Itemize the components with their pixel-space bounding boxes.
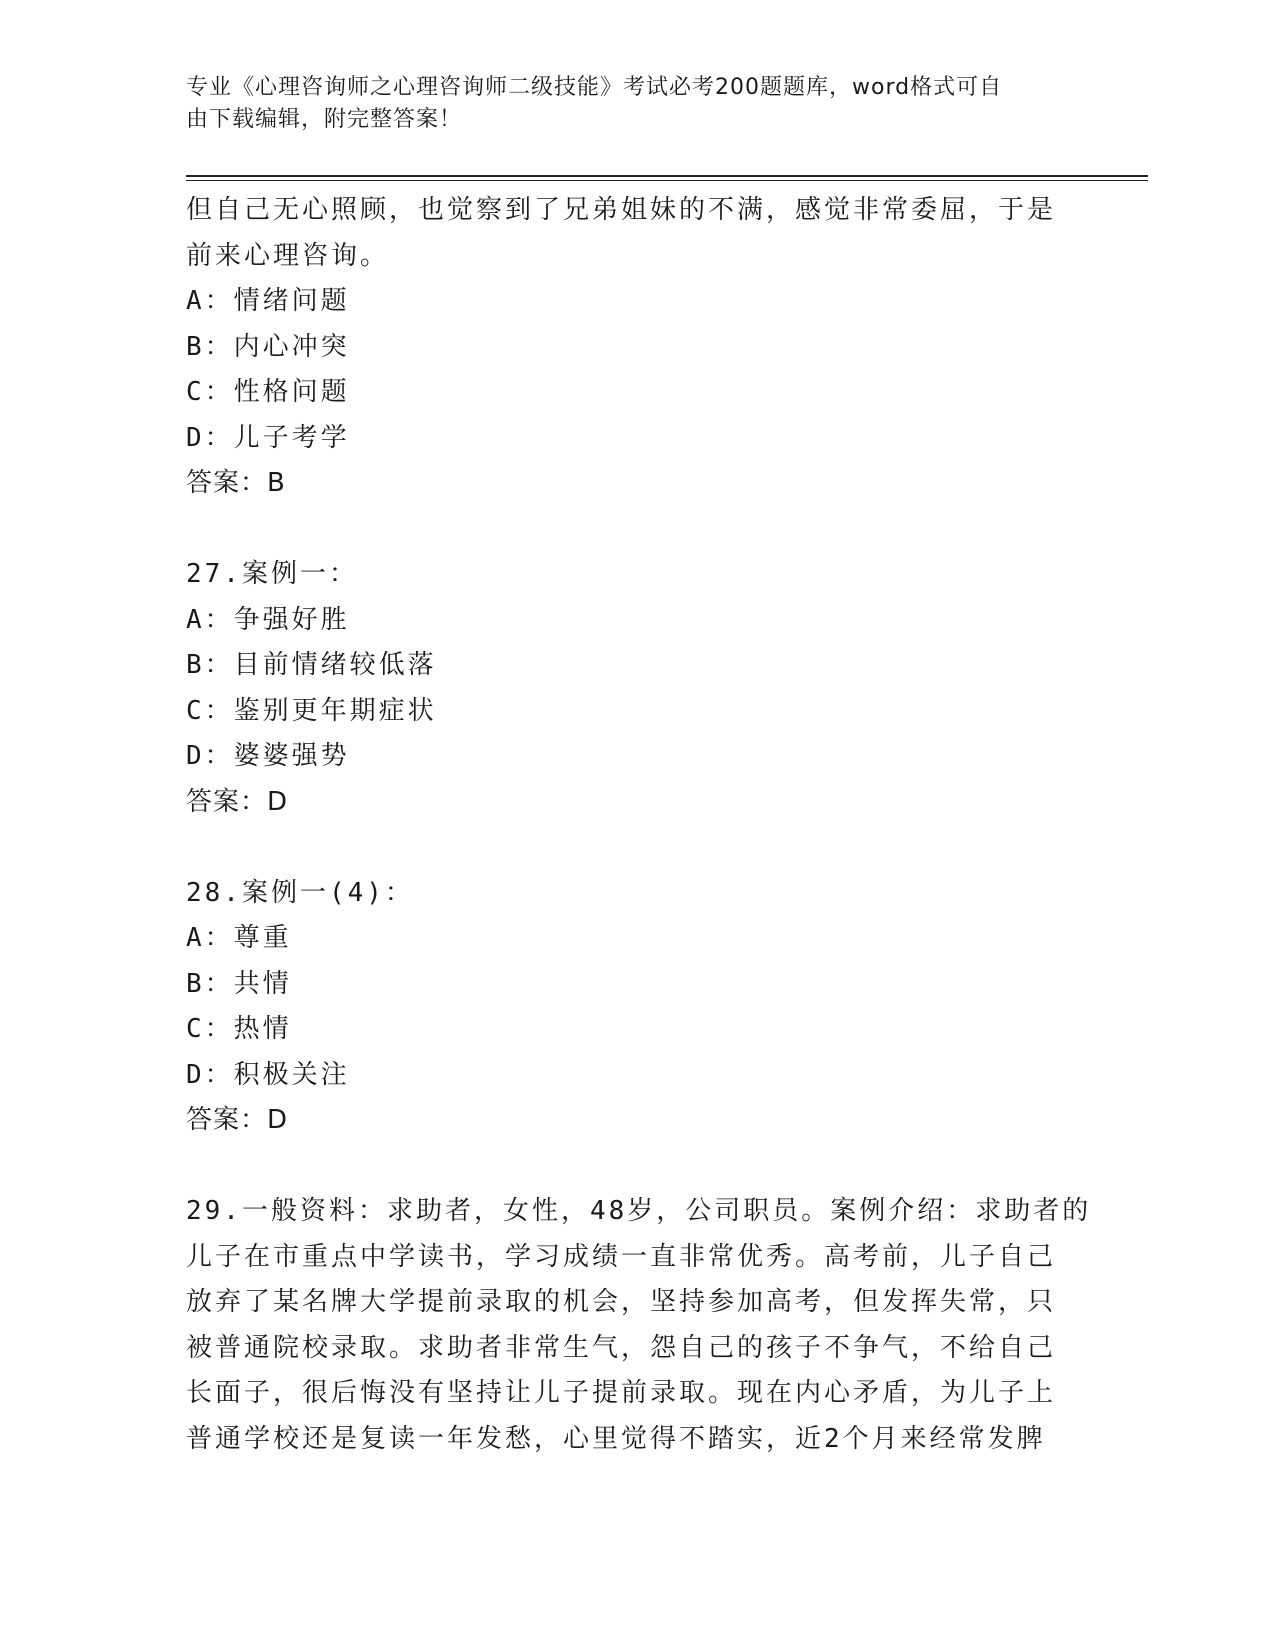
question-text: 前来心理咨询。 (186, 240, 390, 271)
option-d: D：积极关注 (186, 1059, 350, 1090)
option-b: B：目前情绪较低落 (186, 650, 437, 680)
option-d: D：儿子考学 (186, 422, 350, 453)
answer-line: 答案：D (186, 786, 289, 817)
option-c: C：热情 (186, 1014, 292, 1044)
question-text: 但自己无心照顾，也觉察到了兄弟姐妹的不满，感觉非常委屈，于是 (186, 195, 1057, 225)
question-text: 儿子在市重点中学读书，学习成绩一直非常优秀。高考前，儿子自己 (186, 1241, 1057, 1272)
question-content (186, 188, 1092, 1462)
option-b: B：共情 (186, 968, 292, 999)
question-text: 长面子，很后悔没有坚持让儿子提前录取。现在内心矛盾，为儿子上 (186, 1378, 1057, 1408)
option-b: B：内心冲突 (186, 331, 350, 362)
header-divider-thin (186, 180, 1148, 181)
question-27 (186, 552, 1086, 825)
question-text: 27.案例一： (186, 559, 358, 589)
header-divider-thick (186, 175, 1148, 177)
question-26 (186, 188, 1086, 507)
question-text: 29.一般资料：求助者，女性，48岁，公司职员。案例介绍：求助者的 (186, 1196, 1092, 1226)
answer-line: 答案：B (186, 468, 286, 498)
header-line-2: 由下载编辑，附完整答案！ (186, 107, 463, 132)
question-text: 28.案例一(4)： (186, 877, 414, 908)
spacer (186, 507, 1086, 553)
answer-line: 答案：D (186, 1105, 289, 1135)
question-text: 被普通院校录取。求助者非常生气，怨自己的孩子不争气，不给自己 (186, 1332, 1057, 1363)
option-d: D：婆婆强势 (186, 741, 350, 771)
spacer (186, 825, 1086, 871)
option-a: A：争强好胜 (186, 604, 350, 635)
question-29 (186, 1189, 1092, 1462)
spacer (186, 1144, 1086, 1190)
option-a: A：尊重 (186, 923, 292, 953)
question-text: 放弃了某名牌大学提前录取的机会，坚持参加高考，但发挥失常，只 (186, 1287, 1057, 1317)
question-text: 普通学校还是复读一年发愁，心里觉得不踏实，近2个月来经常发脾 (186, 1423, 1046, 1454)
document-header (186, 72, 1066, 136)
header-line-1: 专业《心理咨询师之心理咨询师二级技能》考试必考200题题库，word格式可自 (186, 75, 1003, 100)
option-a: A：情绪问题 (186, 286, 350, 316)
option-c: C：性格问题 (186, 377, 350, 407)
option-c: C：鉴别更年期症状 (186, 695, 437, 726)
question-28 (186, 871, 1086, 1144)
